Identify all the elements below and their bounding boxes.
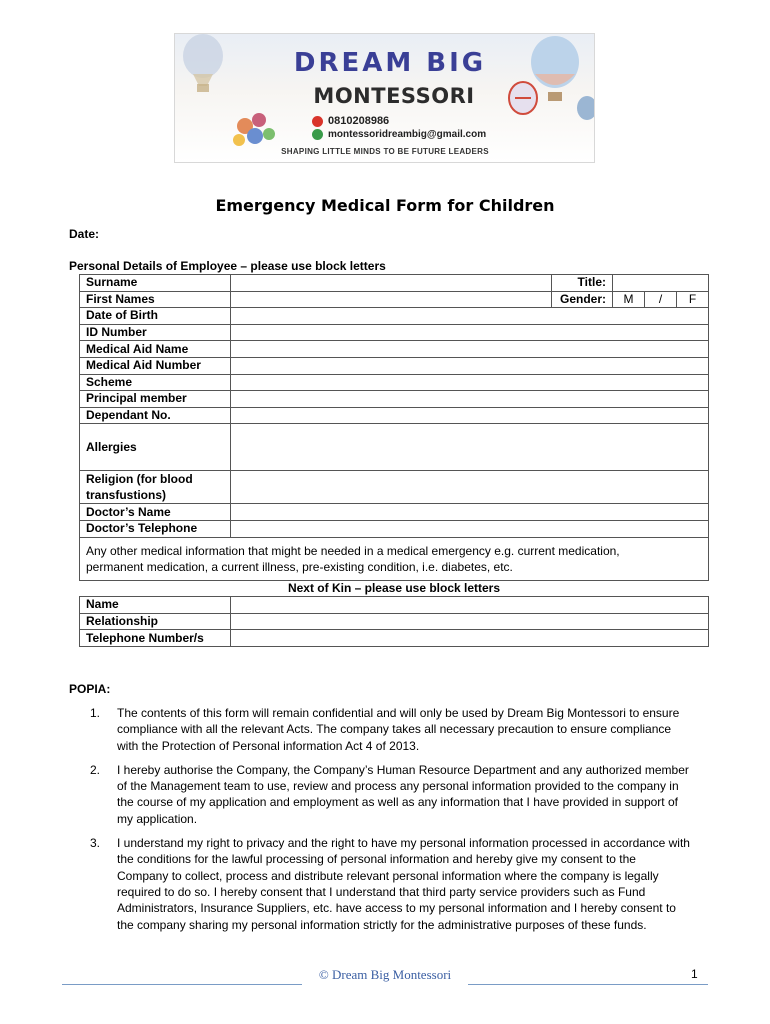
surname-label: Surname — [80, 275, 231, 292]
nok-name-field[interactable] — [231, 597, 709, 614]
table-row — [80, 391, 709, 408]
other-info-line2: permanent medication, a current illness, pre-existing condition, i.e. diabetes, etc. — [86, 559, 513, 574]
table-row — [80, 520, 709, 537]
phone-icon — [312, 116, 323, 127]
footer-divider-right — [468, 984, 708, 985]
medical-aid-name-field[interactable] — [231, 341, 709, 358]
list-text: The contents of this form will remain confidential and will only be used by Dream Big Montessori to ensure compliance with all the relevant Acts. The company takes all necessary precaution to ensure compliance with the Protection of Personal information Act 4 of 2013. — [117, 706, 680, 753]
gender-separator: / — [645, 291, 677, 308]
table-row — [80, 357, 709, 374]
list-number: 2. — [90, 762, 101, 777]
table-row — [80, 630, 709, 647]
footer-divider-left — [62, 984, 302, 985]
dob-field[interactable] — [231, 308, 709, 325]
medical-aid-number-field[interactable] — [231, 357, 709, 374]
dob-label: Date of Birth — [80, 308, 231, 325]
logo-phone — [312, 115, 389, 127]
principal-member-label: Principal member — [80, 391, 231, 408]
religion-label — [80, 471, 231, 504]
gender-option-m[interactable]: M — [613, 291, 645, 308]
list-item — [90, 835, 690, 933]
date-label: Date: — [69, 227, 100, 241]
form-title: Emergency Medical Form for Children — [215, 196, 555, 215]
gender-label: Gender: — [552, 291, 613, 308]
logo-email — [312, 129, 486, 140]
allergies-label: Allergies — [80, 424, 231, 471]
table-row — [80, 597, 709, 614]
other-medical-info-field[interactable] — [80, 537, 709, 580]
nok-relationship-field[interactable] — [231, 613, 709, 630]
nok-name-label: Name — [80, 597, 231, 614]
table-row — [80, 504, 709, 521]
table-row — [80, 471, 709, 504]
table-row — [80, 341, 709, 358]
nok-telephone-field[interactable] — [231, 630, 709, 647]
email-icon — [312, 129, 323, 140]
first-names-label: First Names — [80, 291, 231, 308]
principal-member-field[interactable] — [231, 391, 709, 408]
scheme-label: Scheme — [80, 374, 231, 391]
medical-aid-number-label: Medical Aid Number — [80, 357, 231, 374]
dependant-no-field[interactable] — [231, 407, 709, 424]
gender-option-f[interactable]: F — [677, 291, 709, 308]
logo-school-name: MONTESSORI — [313, 84, 475, 108]
logo-email-address: montessoridreambig@gmail.com — [328, 129, 487, 140]
table-row — [80, 374, 709, 391]
religion-label-line1: Religion (for blood — [86, 472, 193, 487]
doctors-telephone-field[interactable] — [231, 520, 709, 537]
table-row — [80, 613, 709, 630]
table-row — [80, 275, 709, 292]
table-row — [80, 537, 709, 580]
table-row — [80, 580, 709, 597]
nok-telephone-label: Telephone Number/s — [80, 630, 231, 647]
logo-phone-number: 0810208986 — [328, 115, 390, 127]
title-field[interactable] — [613, 275, 709, 292]
surname-field[interactable] — [231, 275, 552, 292]
popia-heading: POPIA: — [69, 682, 111, 696]
list-text: I hereby authorise the Company, the Company’s Human Resource Department and any authorized member of the Management team to use, review and process any personal information provided to the company in the course of my application and employment as well as any information that I have provided in support of my application. — [117, 762, 689, 826]
title-label: Title: — [552, 275, 613, 292]
logo-brand-text: DREAM BIG — [293, 48, 487, 78]
footer-copyright: © Dream Big Montessori — [318, 967, 452, 982]
table-row — [80, 291, 709, 308]
id-number-label: ID Number — [80, 324, 231, 341]
table-row — [80, 308, 709, 325]
doctors-telephone-label: Doctor’s Telephone — [80, 520, 231, 537]
medical-aid-name-label: Medical Aid Name — [80, 341, 231, 358]
table-row — [80, 424, 709, 471]
dependant-no-label: Dependant No. — [80, 407, 231, 424]
popia-list — [90, 705, 690, 941]
other-info-line1: Any other medical information that might be needed in a medical emergency e.g. current medication, — [86, 543, 620, 558]
scheme-field[interactable] — [231, 374, 709, 391]
list-number: 3. — [90, 836, 101, 851]
employee-section-heading: Personal Details of Employee – please use block letters — [69, 259, 386, 273]
table-row — [80, 324, 709, 341]
logo-tagline: SHAPING LITTLE MINDS TO BE FUTURE LEADERS — [281, 147, 489, 156]
first-names-field[interactable] — [231, 291, 552, 308]
religion-label-line2: transfustions) — [86, 488, 167, 503]
list-text: I understand my right to privacy and the right to have my personal information processed in accordance with the conditions for the lawful processing of personal information and hereby give my consent to the Company to collect, process and distribute relevant personal information where the company is legally required to do so. I hereby consent that I understand that third party service providers such as Fund Administrators, Insurance Suppliers, etc. have access to my personal information and I hereby consent to the company sharing my personal information strictly for the administrative purposes of these funds. — [117, 836, 690, 932]
table-row — [80, 407, 709, 424]
medical-form-table — [79, 274, 709, 647]
list-item — [90, 762, 690, 827]
doctors-name-field[interactable] — [231, 504, 709, 521]
religion-field[interactable] — [231, 471, 709, 504]
school-logo-banner — [174, 33, 595, 163]
id-number-field[interactable] — [231, 324, 709, 341]
next-of-kin-heading: Next of Kin – please use block letters — [80, 580, 709, 597]
allergies-field[interactable] — [231, 424, 709, 471]
nok-relationship-label: Relationship — [80, 613, 231, 630]
list-number: 1. — [90, 706, 101, 720]
list-item — [90, 705, 690, 754]
page-number: 1 — [691, 967, 698, 981]
doctors-name-label: Doctor’s Name — [80, 504, 231, 521]
